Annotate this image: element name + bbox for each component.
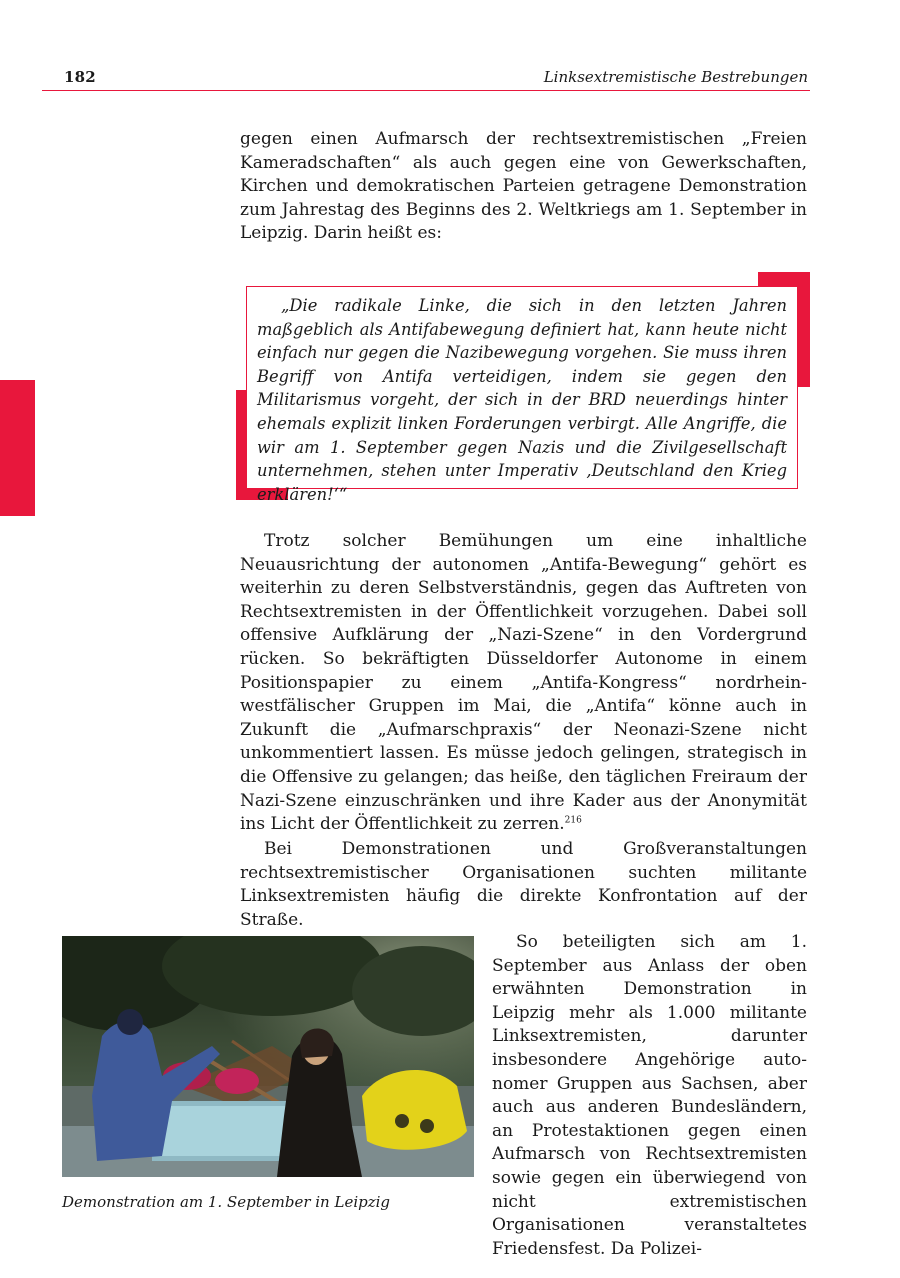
body-paragraph-2: Bei Demonstrationen und Großveranstaltungen rechtsextremistischer Organisationen suchten militante Linksextremisten häufig die direkte Konfrontation auf der Straße. — [240, 839, 807, 930]
body-paragraph-1 — [240, 530, 807, 837]
running-title: Linksextremistische Bestrebungen — [543, 68, 808, 86]
demonstration-photo — [62, 936, 474, 1177]
footnote-reference: 216 — [564, 815, 582, 826]
body-paragraph-3: So beteiligten sich am 1. September aus Anlass der oben erwähnten Demonstration in Leipzig mehr als 1.000 militante Linksextremisten, darunter insbesondere Angehörige autonomer Gruppen aus Sachsen, aber auch aus anderen Bundesländern, an Protestaktionen gegen einen Aufmarsch von Rechtsextremisten sowie gegen ein überwiegend von nicht extremistischen Organisationen veranstaltetes Friedensfest. Da Polizei- — [492, 932, 807, 1259]
page-header — [42, 62, 810, 91]
intro-paragraph: gegen einen Aufmarsch der rechtsextremistischen „Freien Kameradschaften“ als auch gegen eine von Gewerkschaften, Kirchen und demokratischen Parteien getragene Demonstration zum Jahrestag des Beginns des 2. Weltkriegs am 1. September in Leipzig. Darin heißt es: — [240, 129, 807, 244]
photo-caption: Demonstration am 1. September in Leipzig — [62, 1193, 391, 1211]
chapter-side-marker — [0, 380, 35, 516]
page-number: 182 — [64, 68, 96, 86]
demonstration-photo-illustration — [62, 936, 474, 1177]
body-paragraph-1-text: Trotz solcher Bemühungen um eine inhaltliche Neuausrichtung der autonomen „Antifa-Bewegung“ gehört es weiterhin zu deren Selbstverständnis, gegen das Auftreten von Rechtsextremisten in der Öffentlichkeit vorzugehen. Dabei soll offensive Aufklärung der „Nazi-Szene“ in den Vordergrund rücken. So bekräftigten Düsseldorfer Autonome in einem Positionspapier zu einem „Antifa-Kongress“ nordrhein-westfälischer Gruppen im Mai, die „Antifa“ könne auch in Zukunft die „Aufmarschpraxis“ der Neonazi-Szene nicht unkommentiert lassen. Es müsse jedoch gelingen, strategisch in die Offensive zu gelangen; das heiße, den täglichen Freiraum der Nazi-Szene einzuschränken und ihre Kader aus der Anonymität ins Licht der Öffentlichkeit zu zerren. — [240, 531, 807, 835]
quote-text: „Die radikale Linke, die sich in den letzten Jahren maßgeblich als Antifabewegung definiert hat, kann heute nicht einfach nur gegen die Nazibewegung vorgehen. Sie muss ihren Begriff von Antifa verteidigen, indem sie gegen den Militarismus vorgeht, der sich in der BRD neuerdings hinter ehemals explizit linken Forderungen verbirgt. Alle Angriffe, die wir am 1. September gegen Nazis und die Zivilgesellschaft unternehmen, stehen unter Imperativ ‚Deutschland den Krieg erklären!‘“ — [257, 296, 787, 504]
quote-block — [236, 272, 810, 504]
quote-box — [246, 286, 798, 504]
